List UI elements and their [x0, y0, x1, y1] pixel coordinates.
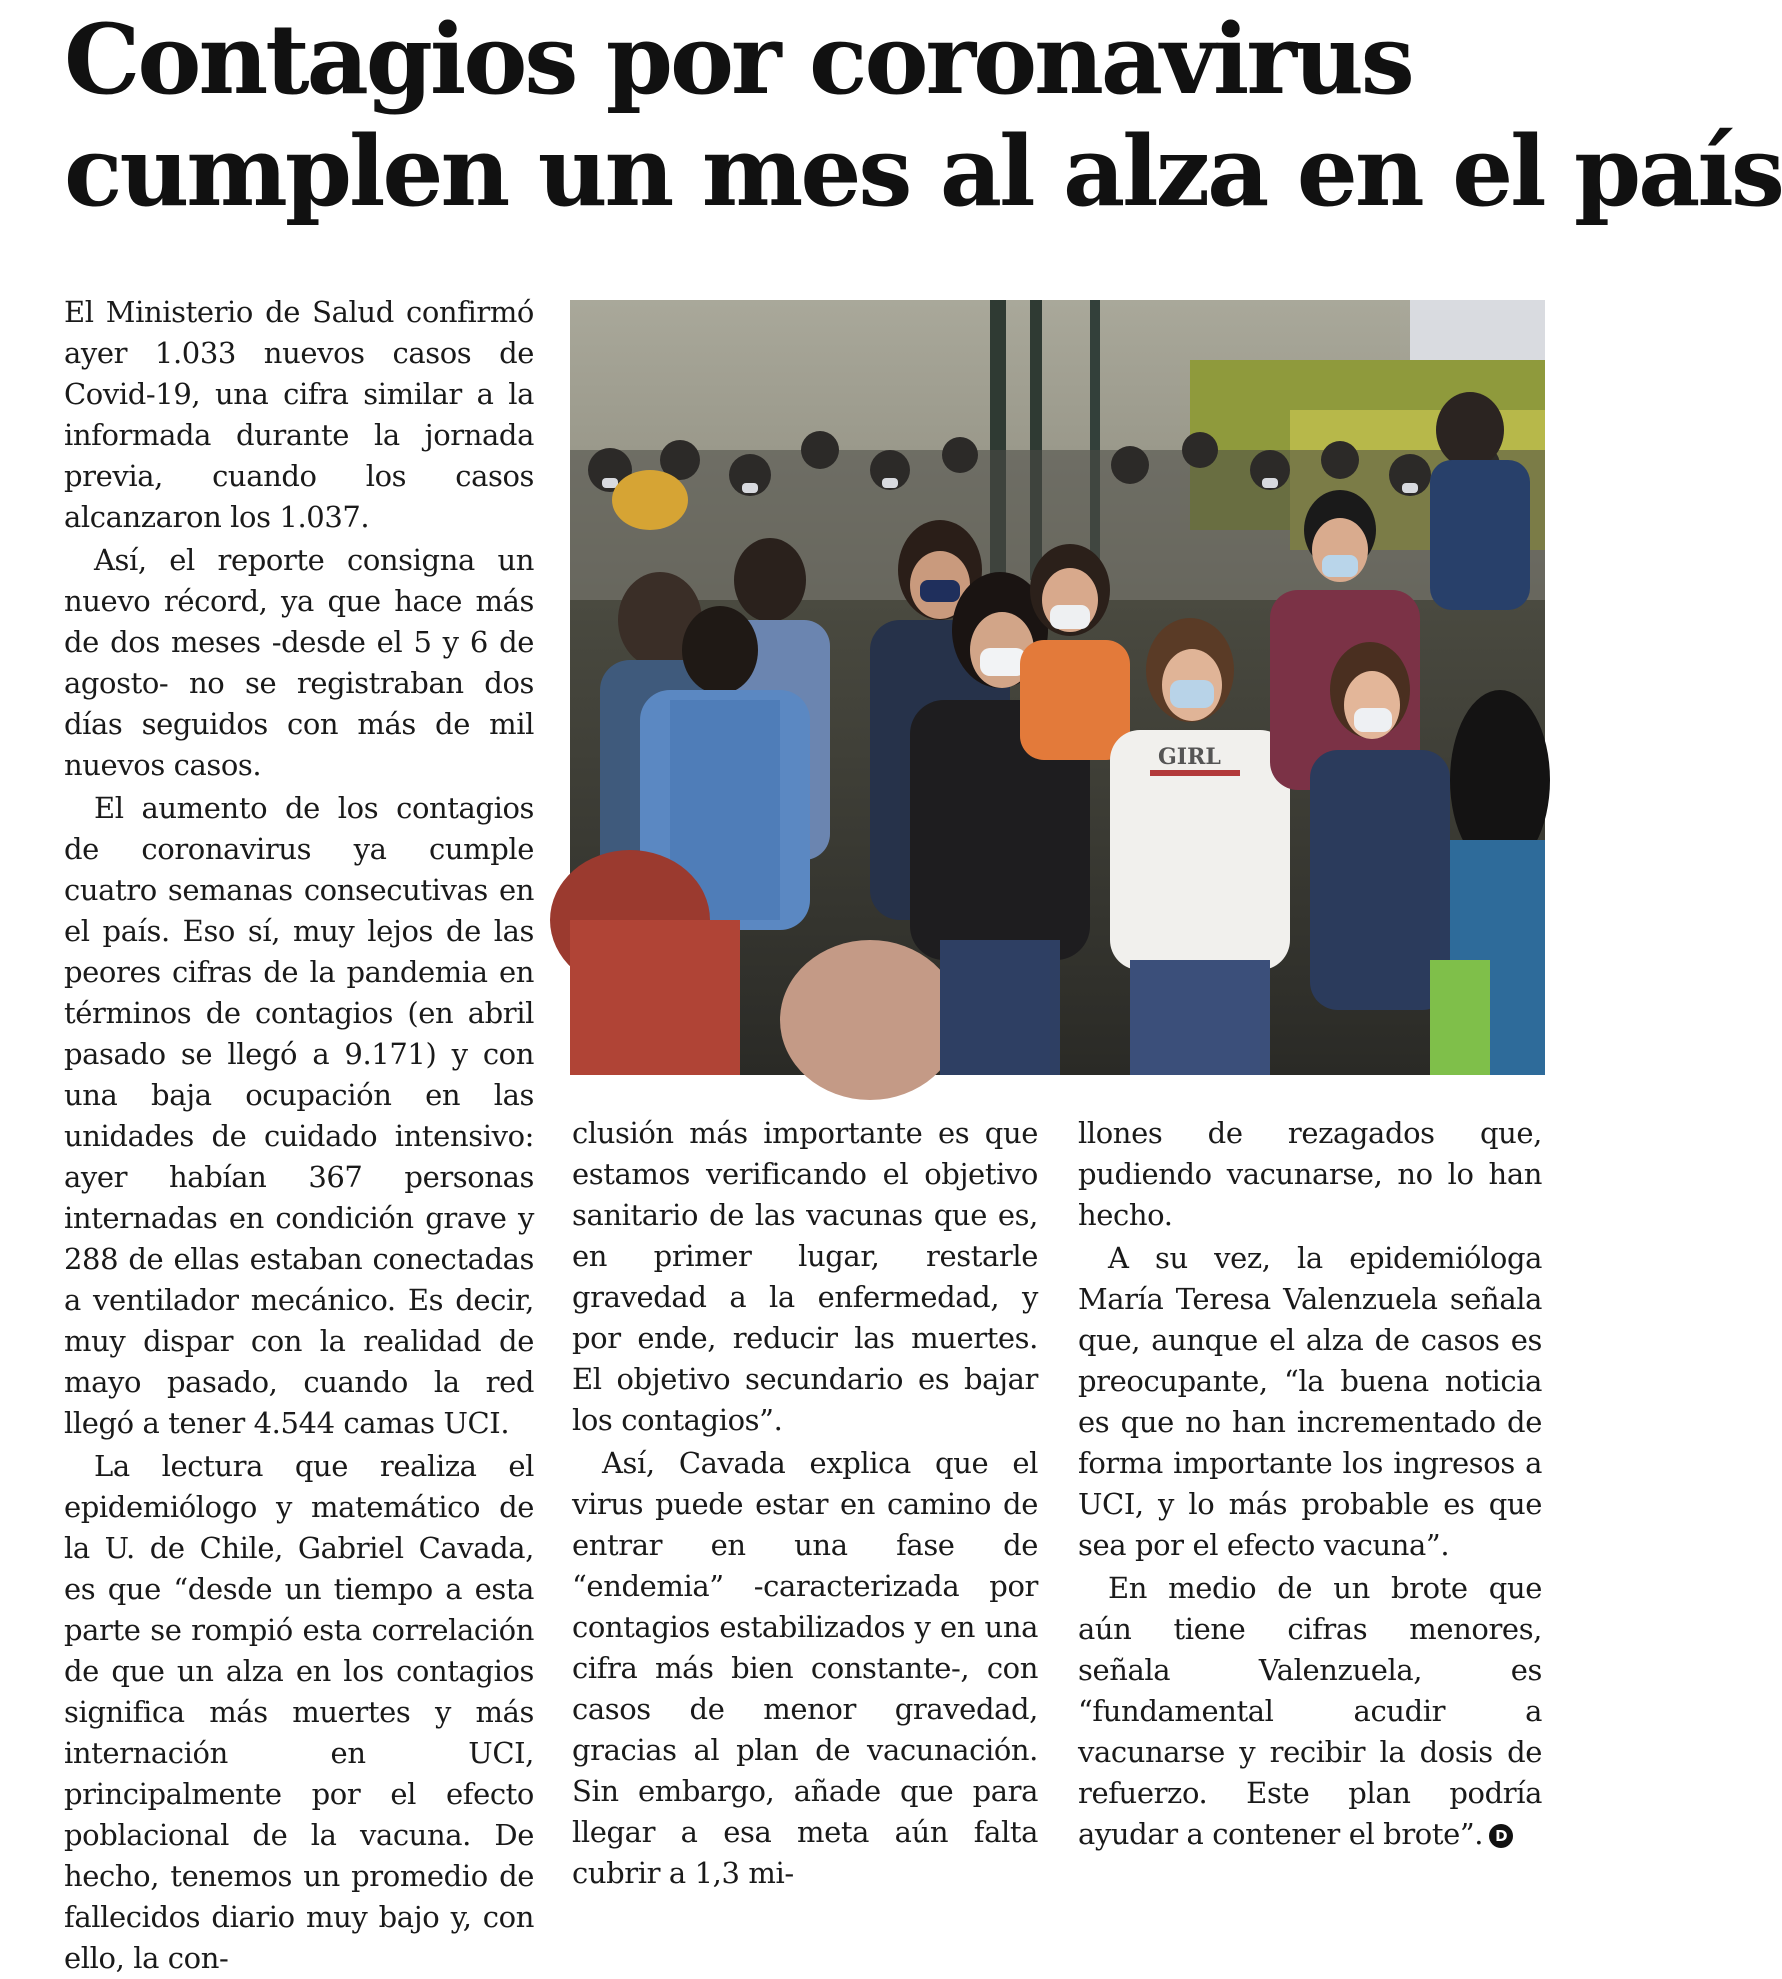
paragraph-7: [1078, 1568, 1542, 1855]
end-mark-icon: D: [1489, 1824, 1513, 1848]
headline-line-2: cumplen un mes al alza en el país: [64, 115, 1782, 228]
shirt-text: GIRL: [1158, 744, 1221, 770]
paragraph-5: Así, Cavada explica que el virus puede estar en camino de entrar en una fase de “endemia” -caracterizada por contagios estabilizados y en una cifra más bien constante-, con casos de menor gravedad, gracias al plan de vacunación. Sin embargo, añade que para llegar a esa meta aún falta cubrir a 1,3 mi-: [572, 1446, 1038, 1890]
headline: [64, 3, 1782, 228]
paragraph-7-text: En medio de un brote que aún tiene cifras menores, señala Valenzuela, es “fundamental acudir a vacunarse y recibir la dosis de refuerzo. Este plan podría ayudar a contener el brote”.: [1078, 1571, 1542, 1851]
paragraph-4: La lectura que realiza el epidemiólogo y matemático de la U. de Chile, Gabriel Cavada, es que “desde un tiempo a esta parte se rompió esta correlación de que un alza en los contagios significa más muertes y más internación en UCI, principalmente por el efecto poblacional de la vacuna. De hecho, tenemos un promedio de fallecidos diario muy bajo y, con ello, la con-: [64, 1449, 534, 1975]
article-column-1: [64, 292, 534, 1979]
crowd-photo-illustration: [570, 300, 1545, 1075]
headline-line-1: Contagios por coronavirus: [64, 3, 1412, 116]
article-column-3: [1078, 1113, 1542, 1855]
paragraph-4-continued: clusión más importante es que estamos verificando el objetivo sanitario de las vacunas que es, en primer lugar, restarle gravedad a la enfermedad, y por ende, reducir las muertes. El objetivo secundario es bajar los contagios”.: [572, 1116, 1038, 1437]
paragraph-1: El Ministerio de Salud confirmó ayer 1.033 nuevos casos de Covid-19, una cifra similar a la informada durante la jornada previa, cuando los casos alcanzaron los 1.037.: [64, 295, 534, 534]
paragraph-3: El aumento de los contagios de coronavirus ya cumple cuatro semanas consecutivas en el país. Eso sí, muy lejos de las peores cifras de la pandemia en términos de contagios (en abril pasado se llegó a 9.171) y con una baja ocupación en las unidades de cuidado intensivo: ayer habían 367 personas internadas en condición grave y 288 de ellas estaban conectadas a ventilador mecánico. Es decir, muy dispar con la realidad de mayo pasado, cuando la red llegó a tener 4.544 camas UCI.: [64, 791, 534, 1440]
article-column-2: [572, 1113, 1038, 1894]
paragraph-5-continued: llones de rezagados que, pudiendo vacunarse, no lo han hecho.: [1078, 1116, 1542, 1232]
paragraph-2: Así, el reporte consigna un nuevo récord, ya que hace más de dos meses -desde el 5 y 6 de agosto- no se registraban dos días seguidos con más de mil nuevos casos.: [64, 543, 534, 782]
news-photo: [570, 300, 1545, 1075]
paragraph-6: A su vez, la epidemióloga María Teresa Valenzuela señala que, aunque el alza de casos es preocupante, “la buena noticia es que no han incrementado de forma importante los ingresos a UCI, y lo más probable es que sea por el efecto vacuna”.: [1078, 1241, 1542, 1562]
